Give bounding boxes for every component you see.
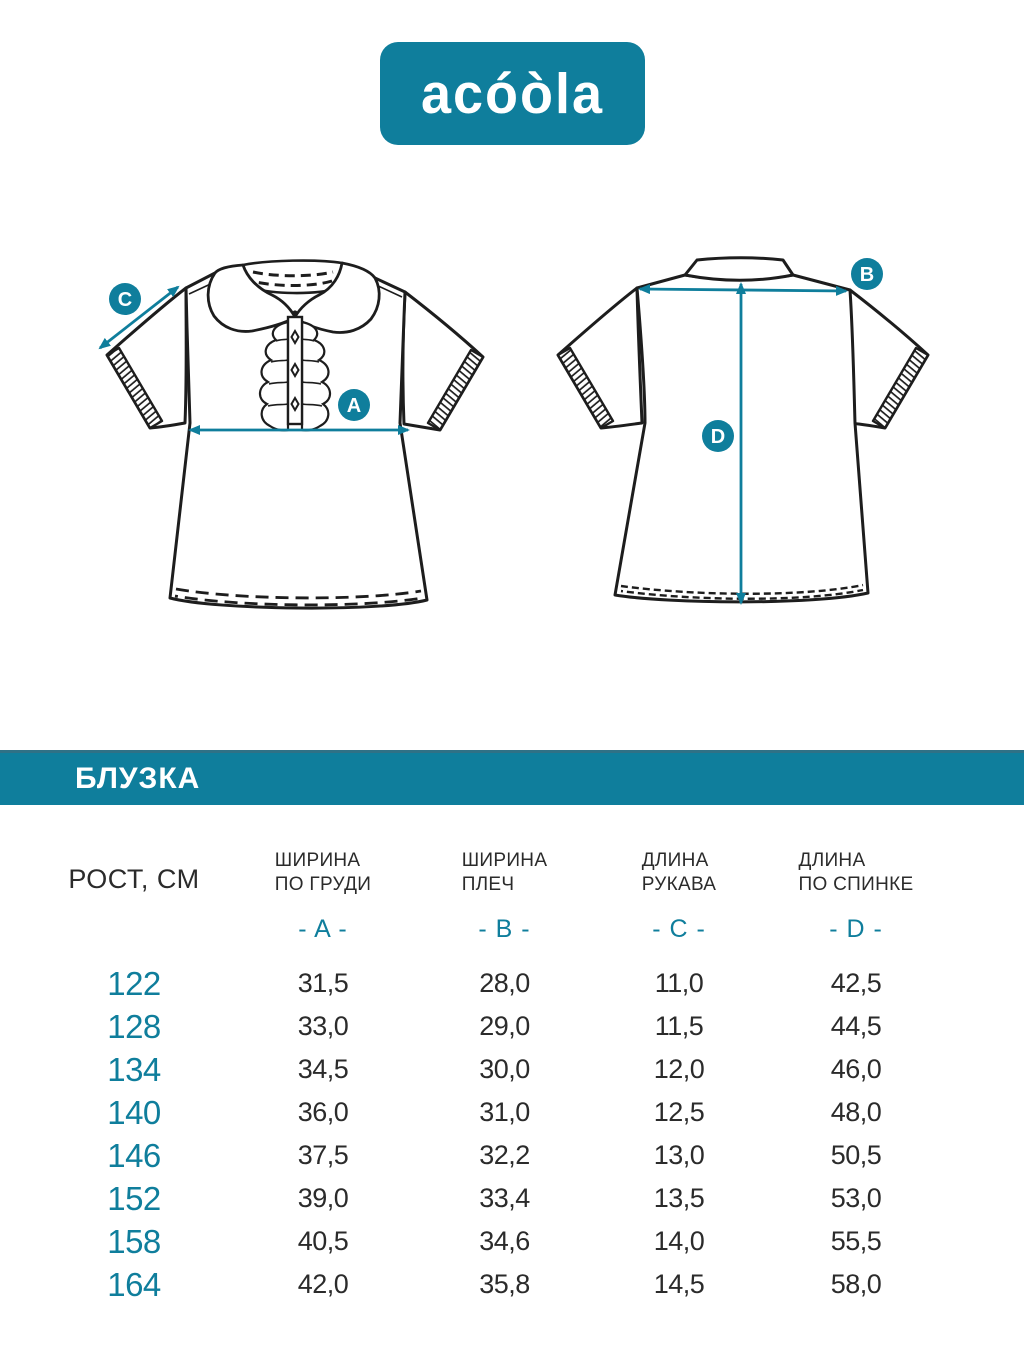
product-title: БЛУЗКА (75, 762, 201, 795)
back-length: 44,5 (830, 1011, 882, 1041)
chest-width: 39,0 (297, 1183, 349, 1213)
row-header-height: РОСТ, СМ (68, 864, 200, 894)
sleeve-length: 11,5 (654, 1011, 704, 1041)
sleeve-length: 13,0 (653, 1140, 705, 1170)
letter-b: - B - (478, 915, 531, 943)
col-header-d-line1: ДЛИНА (798, 850, 866, 871)
sleeve-length: 12,5 (653, 1097, 705, 1127)
measure-marker-d (702, 420, 734, 452)
col-header-a-line2: ПО ГРУДИ (274, 874, 372, 895)
sleeve-length: 14,0 (653, 1226, 705, 1256)
col-header-c-line2: РУКАВА (641, 874, 717, 895)
table-row (40, 1134, 980, 1177)
back-length: 58,0 (830, 1269, 882, 1299)
size-value: 128 (107, 1007, 161, 1045)
shoulder-width: 35,8 (479, 1269, 530, 1299)
marker-b-letter: B (859, 264, 875, 286)
table-letter-row (40, 897, 980, 962)
brand-logo (380, 42, 645, 145)
blouse-back-diagram (545, 240, 975, 640)
table-row (40, 1220, 980, 1263)
sleeve-length: 11,0 (654, 968, 704, 998)
table-row (40, 1005, 980, 1048)
collar-button (292, 310, 297, 315)
measure-marker-b (851, 258, 883, 290)
back-length: 46,0 (830, 1054, 882, 1084)
col-header-c-line1: ДЛИНА (641, 850, 709, 871)
measure-marker-a (338, 389, 370, 421)
back-length: 55,5 (830, 1226, 882, 1256)
shoulder-width: 34,6 (479, 1226, 530, 1256)
size-value: 158 (107, 1222, 161, 1260)
table-row (40, 962, 980, 1005)
marker-c-letter: C (117, 289, 133, 311)
size-table (40, 835, 980, 1306)
sleeve-length: 13,5 (653, 1183, 705, 1213)
shoulder-width: 32,2 (479, 1140, 530, 1170)
col-header-d-line2: ПО СПИНКЕ (798, 874, 914, 895)
table-header-row (40, 835, 980, 897)
marker-d-letter: D (710, 426, 726, 448)
back-length: 50,5 (830, 1140, 882, 1170)
back-length: 42,5 (830, 968, 882, 998)
size-value: 146 (107, 1136, 161, 1174)
back-length: 48,0 (830, 1097, 882, 1127)
size-value: 122 (107, 964, 161, 1002)
letter-d: - D - (829, 915, 883, 943)
chest-width: 40,5 (297, 1226, 349, 1256)
marker-a-letter: A (346, 395, 362, 417)
size-value: 134 (107, 1050, 161, 1088)
col-header-b (418, 849, 591, 897)
size-value: 152 (107, 1179, 161, 1217)
col-header-b-line1: ШИРИНА (461, 850, 548, 871)
shoulder-width: 29,0 (479, 1011, 530, 1041)
table-row (40, 1048, 980, 1091)
chest-width: 37,5 (297, 1140, 349, 1170)
sleeve-length: 14,5 (653, 1269, 705, 1299)
chest-width: 42,0 (297, 1269, 349, 1299)
back-length: 53,0 (830, 1183, 882, 1213)
size-value: 164 (107, 1265, 161, 1303)
chest-width: 31,5 (297, 968, 349, 998)
back-collar-stand (685, 258, 793, 281)
table-row (40, 1091, 980, 1134)
table-row (40, 1263, 980, 1306)
col-header-d (767, 849, 945, 897)
size-value: 140 (107, 1093, 161, 1131)
shoulder-width: 28,0 (479, 968, 530, 998)
blouse-front-diagram (90, 240, 510, 640)
measure-marker-c (109, 283, 141, 315)
brand-logo-text: acóòla (420, 62, 605, 125)
measure-arrow-b (640, 289, 846, 291)
sleeve-length: 12,0 (653, 1054, 705, 1084)
col-header-a-line1: ШИРИНА (274, 850, 361, 871)
shoulder-width: 31,0 (479, 1097, 530, 1127)
letter-a: - A - (298, 915, 348, 943)
chest-width: 33,0 (297, 1011, 349, 1041)
chest-width: 34,5 (297, 1054, 349, 1084)
col-header-a (228, 849, 418, 897)
table-row (40, 1177, 980, 1220)
shoulder-width: 33,4 (479, 1183, 530, 1213)
chest-width: 36,0 (297, 1097, 349, 1127)
col-header-c (591, 849, 767, 897)
shoulder-width: 30,0 (479, 1054, 530, 1084)
product-banner (0, 750, 1024, 805)
letter-c: - C - (652, 915, 706, 943)
col-header-b-line2: ПЛЕЧ (461, 874, 515, 895)
